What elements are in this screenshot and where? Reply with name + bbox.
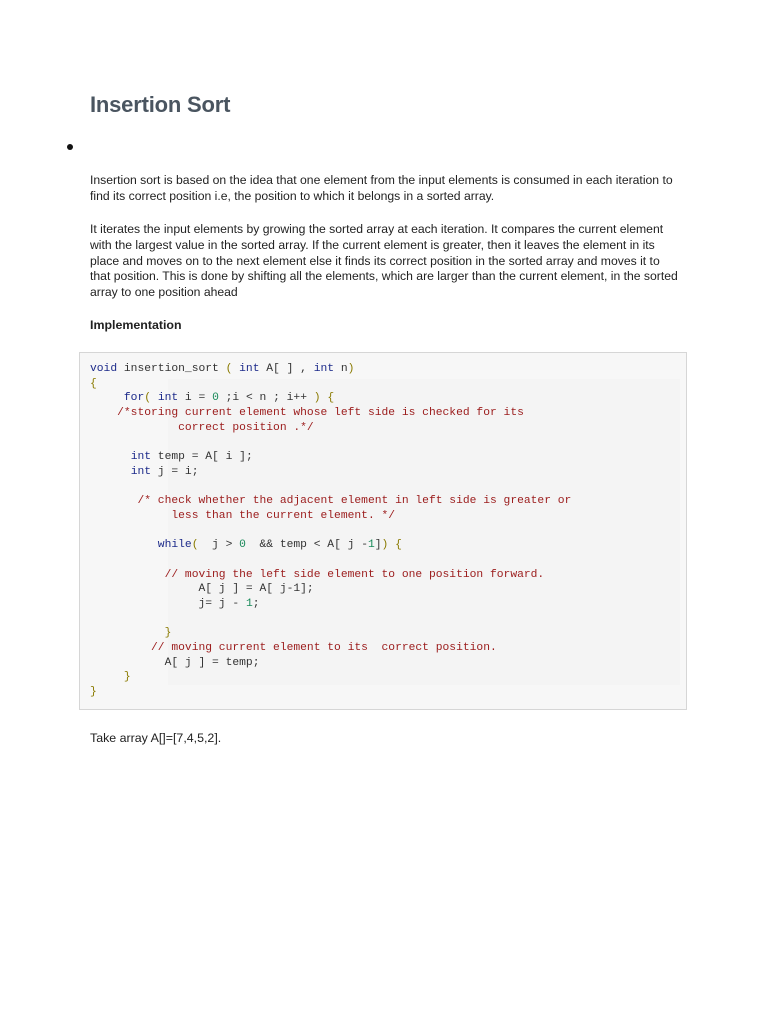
- code-token-number: 0: [212, 392, 219, 405]
- code-token-keyword: int: [239, 363, 260, 375]
- code-token-number: 1: [367, 539, 375, 552]
- code-token-punct: ) {: [381, 539, 402, 552]
- code-line: j= j - 1;: [90, 598, 260, 610]
- code-token-keyword: int: [130, 465, 152, 478]
- bullet-marker: [67, 144, 73, 150]
- code-line: while( j > 0 && temp < A[ j -1]) {: [157, 539, 402, 552]
- code-line: /* check whether the adjacent element in left side is greater or: [90, 495, 572, 508]
- code-token-keyword: int: [130, 451, 152, 464]
- code-token-punct: ) {: [313, 392, 335, 405]
- code-token-punct: {: [90, 377, 97, 390]
- code-line: }: [90, 627, 172, 640]
- page-title: Insertion Sort: [90, 92, 231, 117]
- code-token-keyword: int: [157, 392, 179, 405]
- code-line: // moving current element to its correct position.: [90, 642, 497, 655]
- code-token-keyword: while: [157, 539, 192, 552]
- code-line: }: [90, 671, 131, 684]
- code-token-keyword: int: [313, 363, 335, 375]
- example-text: Take array A[]=[7,4,5,2].: [90, 731, 222, 745]
- code-line: [90, 524, 571, 539]
- code-token-number: 1: [245, 598, 253, 610]
- description-paragraph: It iterates the input elements by growing the sorted array at each iteration. It compares the current element with the largest value in the sorted array. If the current element is greater, then it leaves the element in its place and moves on to the next element else it finds its correct position in the sorted array and moves it to that position. This is done by shifting all the elements, which are larger than the current element, in the sorted array to one position ahead: [90, 222, 678, 300]
- code-line: correct position .*/: [90, 421, 314, 434]
- code-token-number: 0: [239, 539, 246, 552]
- code-token-punct: (: [144, 392, 152, 405]
- code-line: // moving the left side element to one position forward.: [90, 568, 545, 581]
- code-line: [90, 435, 571, 450]
- code-line: void insertion_sort ( int A[ ] , int n): [90, 363, 355, 375]
- code-token-keyword: void: [90, 363, 118, 375]
- code-line: less than the current element. */: [90, 509, 396, 522]
- code-token-punct: (: [191, 539, 199, 552]
- code-listing: [90, 362, 571, 700]
- code-line: int j = i;: [130, 465, 199, 478]
- code-token-punct: (: [225, 363, 233, 375]
- code-line: A[ j ] = temp;: [90, 656, 260, 669]
- code-line: int temp = A[ i ];: [130, 451, 253, 464]
- code-line: [90, 612, 571, 627]
- code-line: A[ j ] = A[ j-1];: [90, 583, 314, 596]
- code-token-punct: ): [347, 363, 355, 375]
- code-line: [90, 553, 571, 568]
- code-line: }: [90, 686, 97, 699]
- code-line: /*storing current element whose left side is checked for its: [90, 407, 524, 420]
- code-token-keyword: for: [123, 392, 145, 405]
- code-line: [90, 377, 571, 392]
- code-line: [90, 480, 571, 495]
- code-line: for( int i = 0 ;i < n ; i++ ) {: [123, 392, 335, 405]
- implementation-heading: Implementation: [90, 318, 182, 332]
- intro-paragraph: Insertion sort is based on the idea that one element from the input elements is consumed in each iteration to find its correct position i.e, the position to which it belongs in a sorted array.: [90, 173, 673, 203]
